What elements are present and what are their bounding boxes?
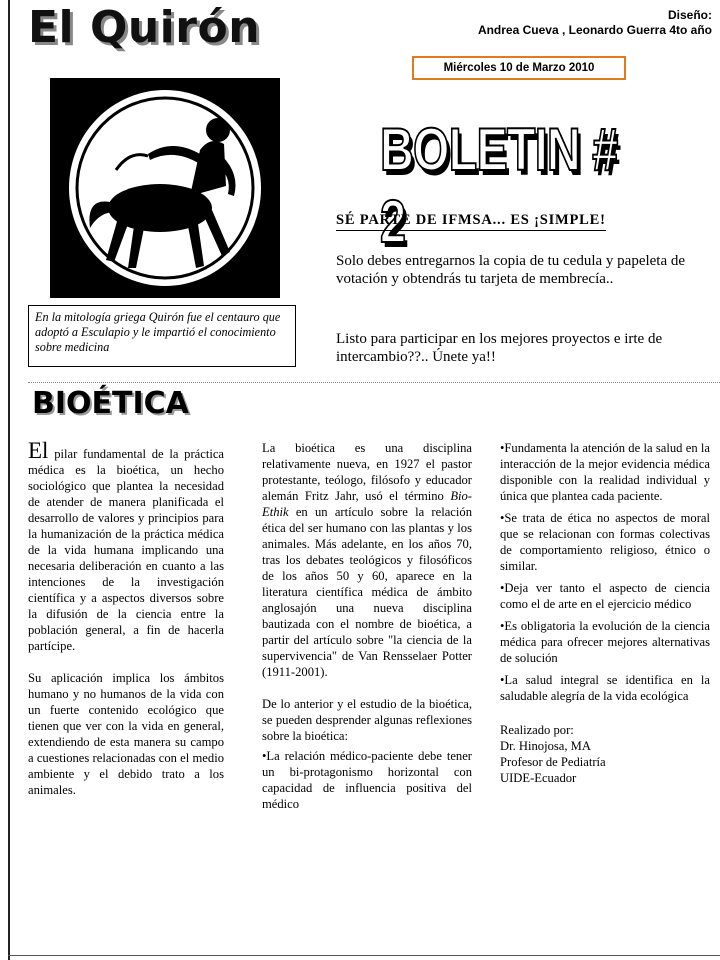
bioethics-section-title: BIOÉTICA: [32, 386, 189, 421]
reflection-bullet: •Se trata de ética no aspectos de moral que se relacionan con formas colectivas de comportamiento religioso, étnico o similar.: [500, 511, 710, 573]
bulletin-number-heading: BOLETIN # 2: [380, 116, 618, 255]
column1-paragraph-1: [28, 440, 224, 654]
reflection-bullet: •Fundamenta la atención de la salud en la interacción de la mejor evidencia médica disponible con la realidad individual y única que plantea cada paciente.: [500, 441, 710, 503]
signature-label: Realizado por:: [500, 723, 574, 737]
credits-label: Diseño:: [667, 8, 712, 22]
design-credits: [478, 8, 712, 38]
image-caption: En la mitología griega Quirón fue el centauro que adoptó a Esculapio y le impartió el conocimiento sobre medicina: [28, 305, 296, 367]
reflection-bullet: •Deja ver tanto el aspecto de ciencia como el de arte en el ejercicio médico: [500, 581, 710, 611]
article-column-1: [28, 440, 224, 814]
column1-p1-text: pilar fundamental de la práctica médica es la bioética, un hecho sociológico que plantea la necesidad de atender de manera planificada el desarrollo de valores y principios para la humanización de la práctica médica de la vida humana implicando una necesaria deliberación en cuanto a las intenciones de la investigación científica y a aspectos diversos sobre la difusión de la ciencia entre la población general, a fin de hacerla partícipe.: [28, 447, 224, 653]
author-signature: [500, 722, 710, 786]
newsletter-masthead: El Quirón: [28, 2, 261, 53]
signature-name: Dr. Hinojosa, MA: [500, 739, 591, 753]
join-paragraph-2: Listo para participar en los mejores proyectos e irte de intercambio??.. Únete ya!!: [336, 331, 663, 365]
column2-bullet-1: •La relación médico-paciente debe tener un bi-protagonismo horizontal con capacidad de influencia positiva del médico: [262, 749, 472, 811]
signature-role: Profesor de Pediatría: [500, 755, 606, 769]
column2-paragraph-2: De lo anterior y el estudio de la bioética, se pueden desprender algunas reflexiones sobre la bioética:: [262, 697, 472, 743]
credits-names: Andrea Cueva , Leonardo Guerra 4to año: [477, 23, 712, 37]
join-paragraph-1: Solo debes entregarnos la copia de tu cedula y papeleta de votación y obtendrás tu tarjeta de membrecía..: [336, 253, 686, 287]
article-column-3: [500, 440, 710, 786]
column1-paragraph-2: Su aplicación implica los ámbitos humano y no humanos de la vida con un fuerte contenido ecológico que tienen que ver con la vida en general, extendiendo de esta manera su campo a cuestiones relacionadas con el medio ambiente y el debido trato a los animales.: [28, 671, 224, 797]
reflection-bullet: •Es obligatoria la evolución de la ciencia médica para ofrecer mejores alternativas de solución: [500, 619, 710, 665]
column2-p1-text-a: La bioética es una disciplina relativamente nueva, en 1927 el pastor protestante, teólogo, filósofo y educador alemán Fritz Jahr, usó el término: [262, 441, 472, 503]
centaur-illustration: [50, 78, 280, 298]
signature-org: UIDE-Ecuador: [500, 771, 577, 785]
issue-date: Miércoles 10 de Marzo 2010: [412, 56, 626, 80]
column2-p1-text-b: en un artículo sobre la relación ética del ser humano con las plantas y los animales. Más adelante, en los años 70, tras los debates teológicos y filosóficos de los años 50 y 60, aparece en la literatura científica médica de ámbito anglosajón una nueva disciplina bautizada con el nombre de bioética, a partir del artículo sobre "la ciencia de la supervivencia" de Van Rensselaer Potter (1911-2001).: [262, 505, 472, 679]
join-ifmsa-heading: SÉ PARTE DE IFMSA... ES ¡SIMPLE!: [336, 212, 606, 231]
column2-paragraph-1: [262, 440, 472, 680]
dropcap-lead: El: [28, 438, 49, 463]
bottom-border-rule: [8, 955, 720, 956]
bio-ethik-term: Bio-Ethik: [262, 489, 472, 519]
left-border-rule: [8, 0, 10, 960]
section-separator: [28, 382, 720, 383]
article-column-2: [262, 440, 472, 828]
reflection-bullet: •La salud integral se identifica en la saludable alegría de la vida ecológica: [500, 673, 710, 703]
